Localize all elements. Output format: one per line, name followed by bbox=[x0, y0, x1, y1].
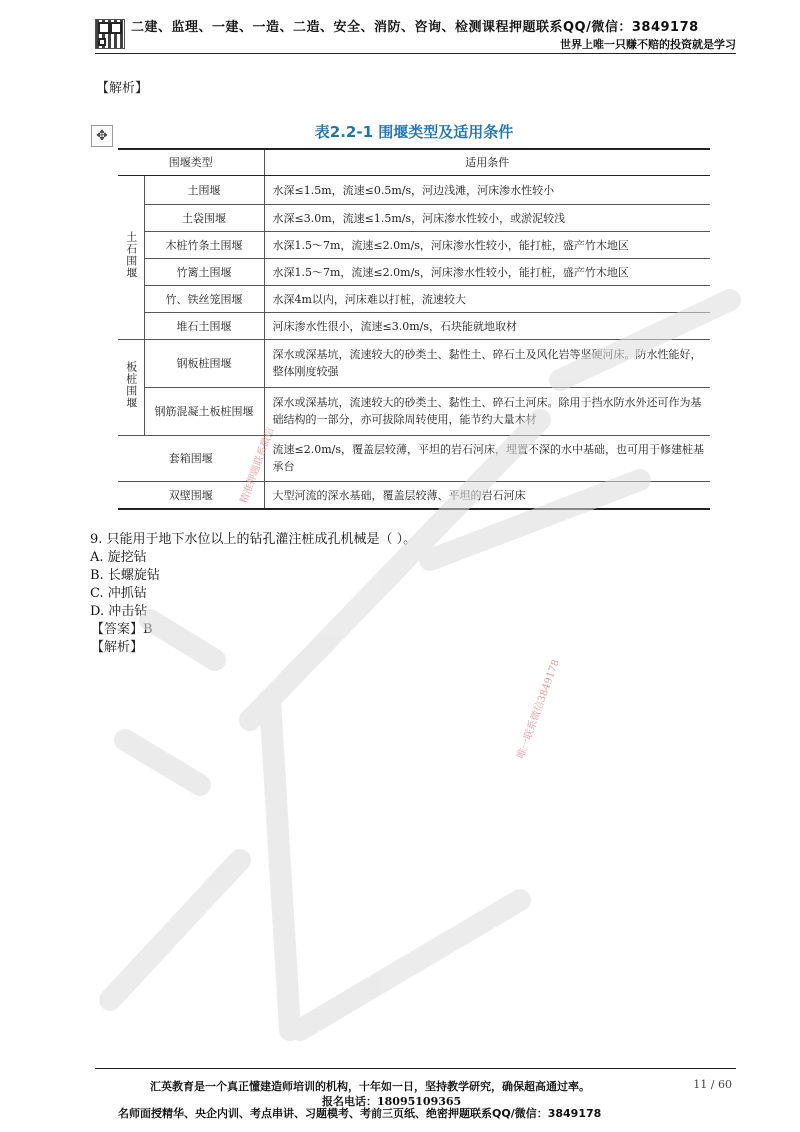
cofferdam-table bbox=[118, 148, 710, 510]
option-a: A. 旋挖钻 bbox=[90, 550, 147, 565]
table-row bbox=[118, 339, 710, 387]
cell-type: 双壁围堰 bbox=[118, 481, 264, 509]
page-indicator: 11 / 60 bbox=[693, 1078, 732, 1091]
table-row bbox=[118, 312, 710, 339]
table-row bbox=[118, 175, 710, 204]
header-courses: 二建、监理、一建、一造、二造、安全、消防、咨询、检测课程押题联系QQ/微信：3849178 bbox=[131, 20, 699, 35]
footer-phone: 报名电话：18095109365 bbox=[322, 1095, 462, 1108]
footer-intro: 汇英教育是一个真正懂建造师培训的机构，十年如一日，坚持教学研究，确保超高通过率。 bbox=[150, 1080, 590, 1093]
cell-type: 土围堰 bbox=[144, 175, 264, 204]
header-divider bbox=[95, 53, 736, 54]
table-row bbox=[118, 258, 710, 285]
answer-label: 【答案】B bbox=[91, 622, 153, 637]
header-type: 围堰类型 bbox=[118, 149, 264, 175]
cell-type: 套箱围堰 bbox=[118, 435, 264, 481]
cell-condition: 水深≤1.5m，流速≤0.5m/s，河边浅滩，河床渗水性较小 bbox=[264, 175, 710, 204]
cell-type: 竹、铁丝笼围堰 bbox=[144, 285, 264, 312]
question-stem: 9. 只能用于地下水位以上的钻孔灌注桩成孔机械是（ ）。 bbox=[90, 532, 417, 547]
cell-condition: 水深≤3.0m，流速≤1.5m/s，河床渗水性较小，或淤泥较浅 bbox=[264, 204, 710, 231]
table-row bbox=[118, 231, 710, 258]
analysis-label: 【解析】 bbox=[96, 81, 149, 96]
qr-code-icon bbox=[95, 19, 125, 49]
cell-condition: 水深1.5～7m，流速≤2.0m/s，河床渗水性较小，能打桩，盛产竹木地区 bbox=[264, 258, 710, 285]
table-header-row bbox=[118, 149, 710, 175]
cell-type: 堆石土围堰 bbox=[144, 312, 264, 339]
table-row bbox=[118, 204, 710, 231]
header-condition: 适用条件 bbox=[264, 149, 710, 175]
option-d: D. 冲击钻 bbox=[90, 604, 148, 619]
cell-type: 钢筋混凝土板桩围堰 bbox=[144, 387, 264, 435]
move-handle-icon[interactable] bbox=[91, 125, 113, 147]
watermark-text: 唯一联系微信3849178 bbox=[515, 658, 562, 761]
table-row bbox=[118, 387, 710, 435]
footer-divider bbox=[95, 1068, 736, 1069]
cell-type: 竹篱土围堰 bbox=[144, 258, 264, 285]
option-b: B. 长螺旋钻 bbox=[90, 568, 160, 583]
group-sheet-pile: 板桩围堰 bbox=[118, 339, 144, 435]
move-glyph: ✥ bbox=[96, 128, 108, 144]
table-title: 表2.2-1 围堰类型及适用条件 bbox=[314, 123, 514, 141]
watermark-text: 精准押题联系微信 bbox=[238, 426, 277, 506]
footer-contact: 名师面授精华、央企内训、考点串讲、习题模考、考前三页纸、绝密押题联系QQ/微信：3849178 bbox=[118, 1107, 602, 1120]
cell-condition: 流速≤2.0m/s，覆盖层较薄，平坦的岩石河床，埋置不深的水中基础，也可用于修建桩基承台 bbox=[264, 435, 710, 481]
cell-condition: 河床渗水性很小，流速≤3.0m/s，石块能就地取材 bbox=[264, 312, 710, 339]
cell-condition: 深水或深基坑，流速较大的砂类土、黏性土、碎石土及风化岩等坚硬河床。防水性能好，整体刚度较强 bbox=[264, 339, 710, 387]
table-row bbox=[118, 285, 710, 312]
cell-type: 土袋围堰 bbox=[144, 204, 264, 231]
cell-condition: 水深4m以内，河床难以打桩，流速较大 bbox=[264, 285, 710, 312]
cell-condition: 深水或深基坑，流速较大的砂类土、黏性土、碎石土河床。除用于挡水防水外还可作为基础结构的一部分，亦可拔除周转使用，能节约大量木材 bbox=[264, 387, 710, 435]
cell-condition: 大型河流的深水基础，覆盖层较薄、平坦的岩石河床 bbox=[264, 481, 710, 509]
header-slogan: 世界上唯一只赚不赔的投资就是学习 bbox=[560, 38, 736, 51]
cell-type: 钢板桩围堰 bbox=[144, 339, 264, 387]
cell-type: 木桩竹条土围堰 bbox=[144, 231, 264, 258]
cell-condition: 水深1.5～7m，流速≤2.0m/s，河床渗水性较小，能打桩，盛产竹木地区 bbox=[264, 231, 710, 258]
table-row bbox=[118, 481, 710, 509]
option-c: C. 冲抓钻 bbox=[90, 586, 147, 601]
table-row bbox=[118, 435, 710, 481]
analysis-label: 【解析】 bbox=[91, 640, 144, 655]
group-earth-rock: 土石围堰 bbox=[118, 175, 144, 339]
